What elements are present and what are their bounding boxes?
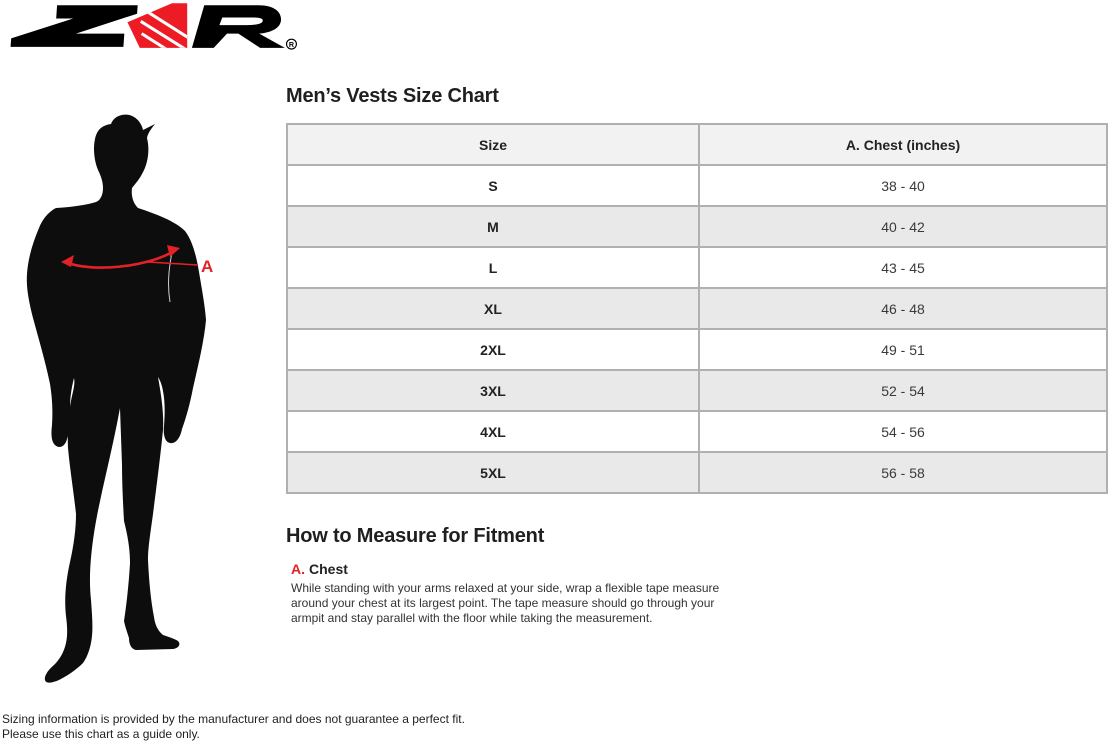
size-chart-title: Men’s Vests Size Chart bbox=[286, 85, 499, 107]
chest-range-value: 38 - 40 bbox=[699, 165, 1107, 206]
table-header-row bbox=[287, 124, 1107, 165]
body-measurement-figure bbox=[20, 112, 215, 687]
how-to-measure-title: How to Measure for Fitment bbox=[286, 525, 545, 547]
size-value: L bbox=[287, 247, 699, 288]
chest-range-value: 54 - 56 bbox=[699, 411, 1107, 452]
chest-range-value: 49 - 51 bbox=[699, 329, 1107, 370]
logo-letter-z bbox=[11, 5, 138, 47]
registered-trademark-icon bbox=[287, 39, 297, 49]
size-value: XL bbox=[287, 288, 699, 329]
chest-range-value: 40 - 42 bbox=[699, 206, 1107, 247]
male-silhouette bbox=[27, 115, 206, 683]
table-row bbox=[287, 206, 1107, 247]
sizing-disclaimer bbox=[2, 712, 465, 741]
measure-instruction-block bbox=[291, 561, 731, 626]
size-value: S bbox=[287, 165, 699, 206]
chest-range-value: 46 - 48 bbox=[699, 288, 1107, 329]
disclaimer-line-2: Please use this chart as a guide only. bbox=[2, 726, 200, 741]
measurement-point-label: A bbox=[201, 257, 214, 276]
size-value: M bbox=[287, 206, 699, 247]
measure-item-letter: A. bbox=[291, 561, 305, 577]
table-row bbox=[287, 452, 1107, 493]
measure-item-name: Chest bbox=[309, 561, 348, 577]
table-row bbox=[287, 247, 1107, 288]
table-row bbox=[287, 370, 1107, 411]
logo-letter-r bbox=[192, 5, 285, 48]
size-chart-table bbox=[286, 123, 1108, 494]
table-row bbox=[287, 165, 1107, 206]
table-row bbox=[287, 411, 1107, 452]
size-value: 2XL bbox=[287, 329, 699, 370]
logo-numeral-one bbox=[127, 3, 193, 52]
measure-item-description: While standing with your arms relaxed at your side, wrap a flexible tape measure around your chest at its largest point. The tape measure should go through your armpit and stay parallel with the floor while taking the measurement. bbox=[291, 581, 720, 626]
size-value: 5XL bbox=[287, 452, 699, 493]
size-value: 4XL bbox=[287, 411, 699, 452]
column-header-size: Size bbox=[287, 124, 699, 165]
disclaimer-line-1: Sizing information is provided by the manufacturer and does not guarantee a perfect fit. bbox=[2, 712, 465, 726]
column-header-chest: A. Chest (inches) bbox=[699, 124, 1107, 165]
size-value: 3XL bbox=[287, 370, 699, 411]
registered-mark-letter: R bbox=[288, 41, 295, 50]
chest-range-value: 43 - 45 bbox=[699, 247, 1107, 288]
chest-range-value: 52 - 54 bbox=[699, 370, 1107, 411]
chest-range-value: 56 - 58 bbox=[699, 452, 1107, 493]
table-row bbox=[287, 288, 1107, 329]
z1r-brand-logo bbox=[8, 2, 300, 52]
measure-item-heading bbox=[291, 561, 731, 577]
table-row bbox=[287, 329, 1107, 370]
